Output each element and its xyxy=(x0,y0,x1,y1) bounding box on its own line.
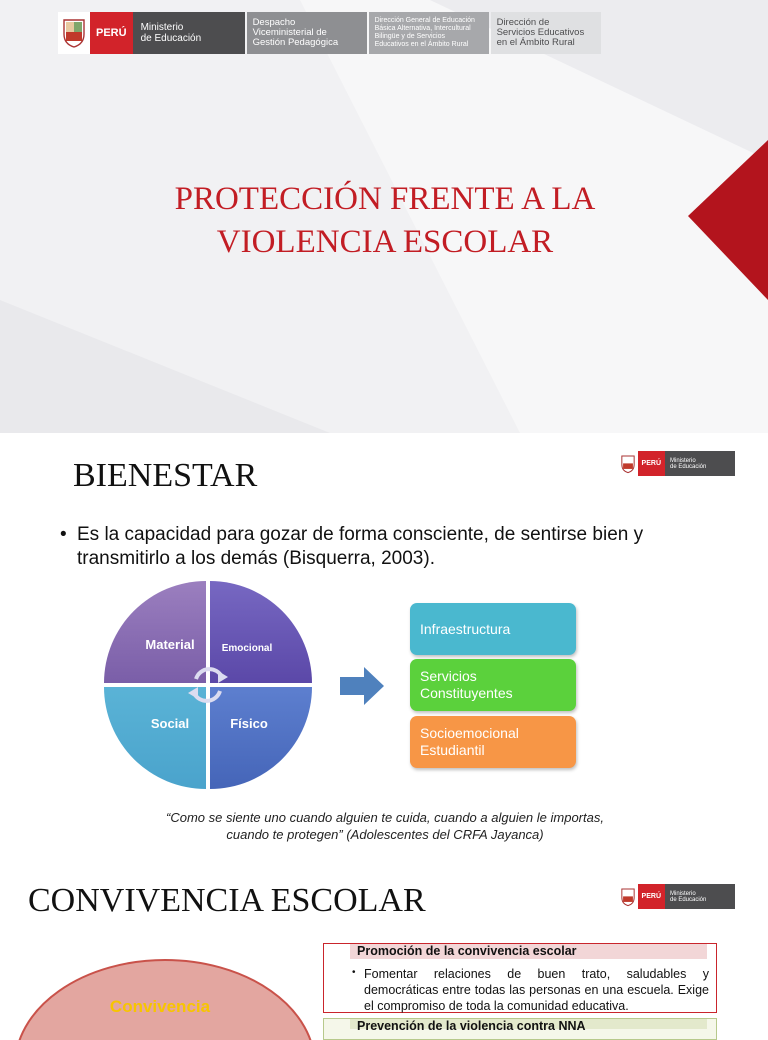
quote-line-2: cuando te protegen” (Adolescentes del CRFA Jayanca) xyxy=(226,827,544,842)
box-label: Socioemocional Estudiantil xyxy=(420,725,519,758)
slide-bienestar xyxy=(0,437,768,862)
coat-of-arms-icon xyxy=(58,12,90,54)
quote xyxy=(100,809,670,843)
peru-label: PERÚ xyxy=(90,12,133,54)
bullet-icon: • xyxy=(352,967,356,978)
ministerio-label: Ministerio de Educación xyxy=(133,12,245,54)
quadrant-social xyxy=(104,687,206,789)
bullet-icon: • xyxy=(60,524,67,545)
quadrant-label-fisico: Físico xyxy=(230,716,268,731)
definition-text: Es la capacidad para gozar de forma consciente, de sentirse bien y transmitirlo a los demás (Bisquerra, 2003). xyxy=(77,524,644,569)
slide-heading: CONVIVENCIA ESCOLAR xyxy=(28,882,426,919)
presentation-title xyxy=(120,178,650,264)
title-line-2: VIOLENCIA ESCOLAR xyxy=(216,224,554,260)
quote-line-1: “Como se siente uno cuando alguien te cuida, cuando a alguien le importas, xyxy=(166,810,604,825)
panel-heading: Prevención de la violencia contra NNA xyxy=(350,1019,707,1029)
box-infraestructura xyxy=(410,603,576,655)
peru-label: PERÚ xyxy=(638,884,665,909)
quadrant-label-material: Material xyxy=(145,637,195,652)
panel-heading: Promoción de la convivencia escolar xyxy=(350,944,707,959)
logo-minedu-small xyxy=(618,884,735,909)
quadrant-fisico xyxy=(210,687,312,789)
peru-label: PERÚ xyxy=(638,451,665,476)
title-line-1: PROTECCIÓN FRENTE A LA xyxy=(174,181,596,217)
coat-of-arms-icon xyxy=(618,884,638,909)
quadrant-label-emocional: Emocional xyxy=(221,643,273,654)
slide-heading: BIENESTAR xyxy=(73,457,258,494)
coat-of-arms-icon xyxy=(618,451,638,476)
box-servicios xyxy=(410,659,576,711)
convivencia-circle xyxy=(0,956,330,1036)
direccion-label: Dirección de Servicios Educativos en el Ámbito Rural xyxy=(491,12,601,54)
panel-text: Fomentar relaciones de buen trato, saludables y democráticas entre todas las personas en una escuela. Exige el compromiso de toda la comunidad educativa. xyxy=(364,967,709,1013)
direccion-general-label: Dirección General de Educación Básica Alternativa, Intercultural Bilingüe y de Servicios Educativos en el Ámbito Rural xyxy=(369,12,489,54)
box-label: Infraestructura xyxy=(420,620,511,637)
panel-body xyxy=(354,966,709,1014)
logo-minedu xyxy=(58,12,245,54)
ministerio-label: Ministerio de Educación xyxy=(665,884,735,909)
promotion-panel xyxy=(323,943,717,1013)
quadrant-label-social: Social xyxy=(150,716,190,731)
header-logos xyxy=(58,12,601,54)
slide-convivencia xyxy=(0,866,768,1033)
slide-title xyxy=(0,0,768,433)
quadrant-material xyxy=(104,581,206,683)
prevention-panel xyxy=(323,1018,717,1040)
ministerio-label: Ministerio de Educación xyxy=(665,451,735,476)
definition-bullet xyxy=(60,523,700,571)
circle-label: Convivencia xyxy=(109,997,211,1016)
quadrant-emocional xyxy=(210,581,312,683)
logo-minedu-small xyxy=(618,451,735,476)
right-arrow-icon xyxy=(340,667,384,705)
box-socioemocional xyxy=(410,716,576,768)
wellbeing-diagram xyxy=(0,577,768,837)
despacho-label: Despacho Viceministerial de Gestión Pedagógica xyxy=(247,12,367,54)
box-label: Servicios Constituyentes xyxy=(420,668,513,701)
